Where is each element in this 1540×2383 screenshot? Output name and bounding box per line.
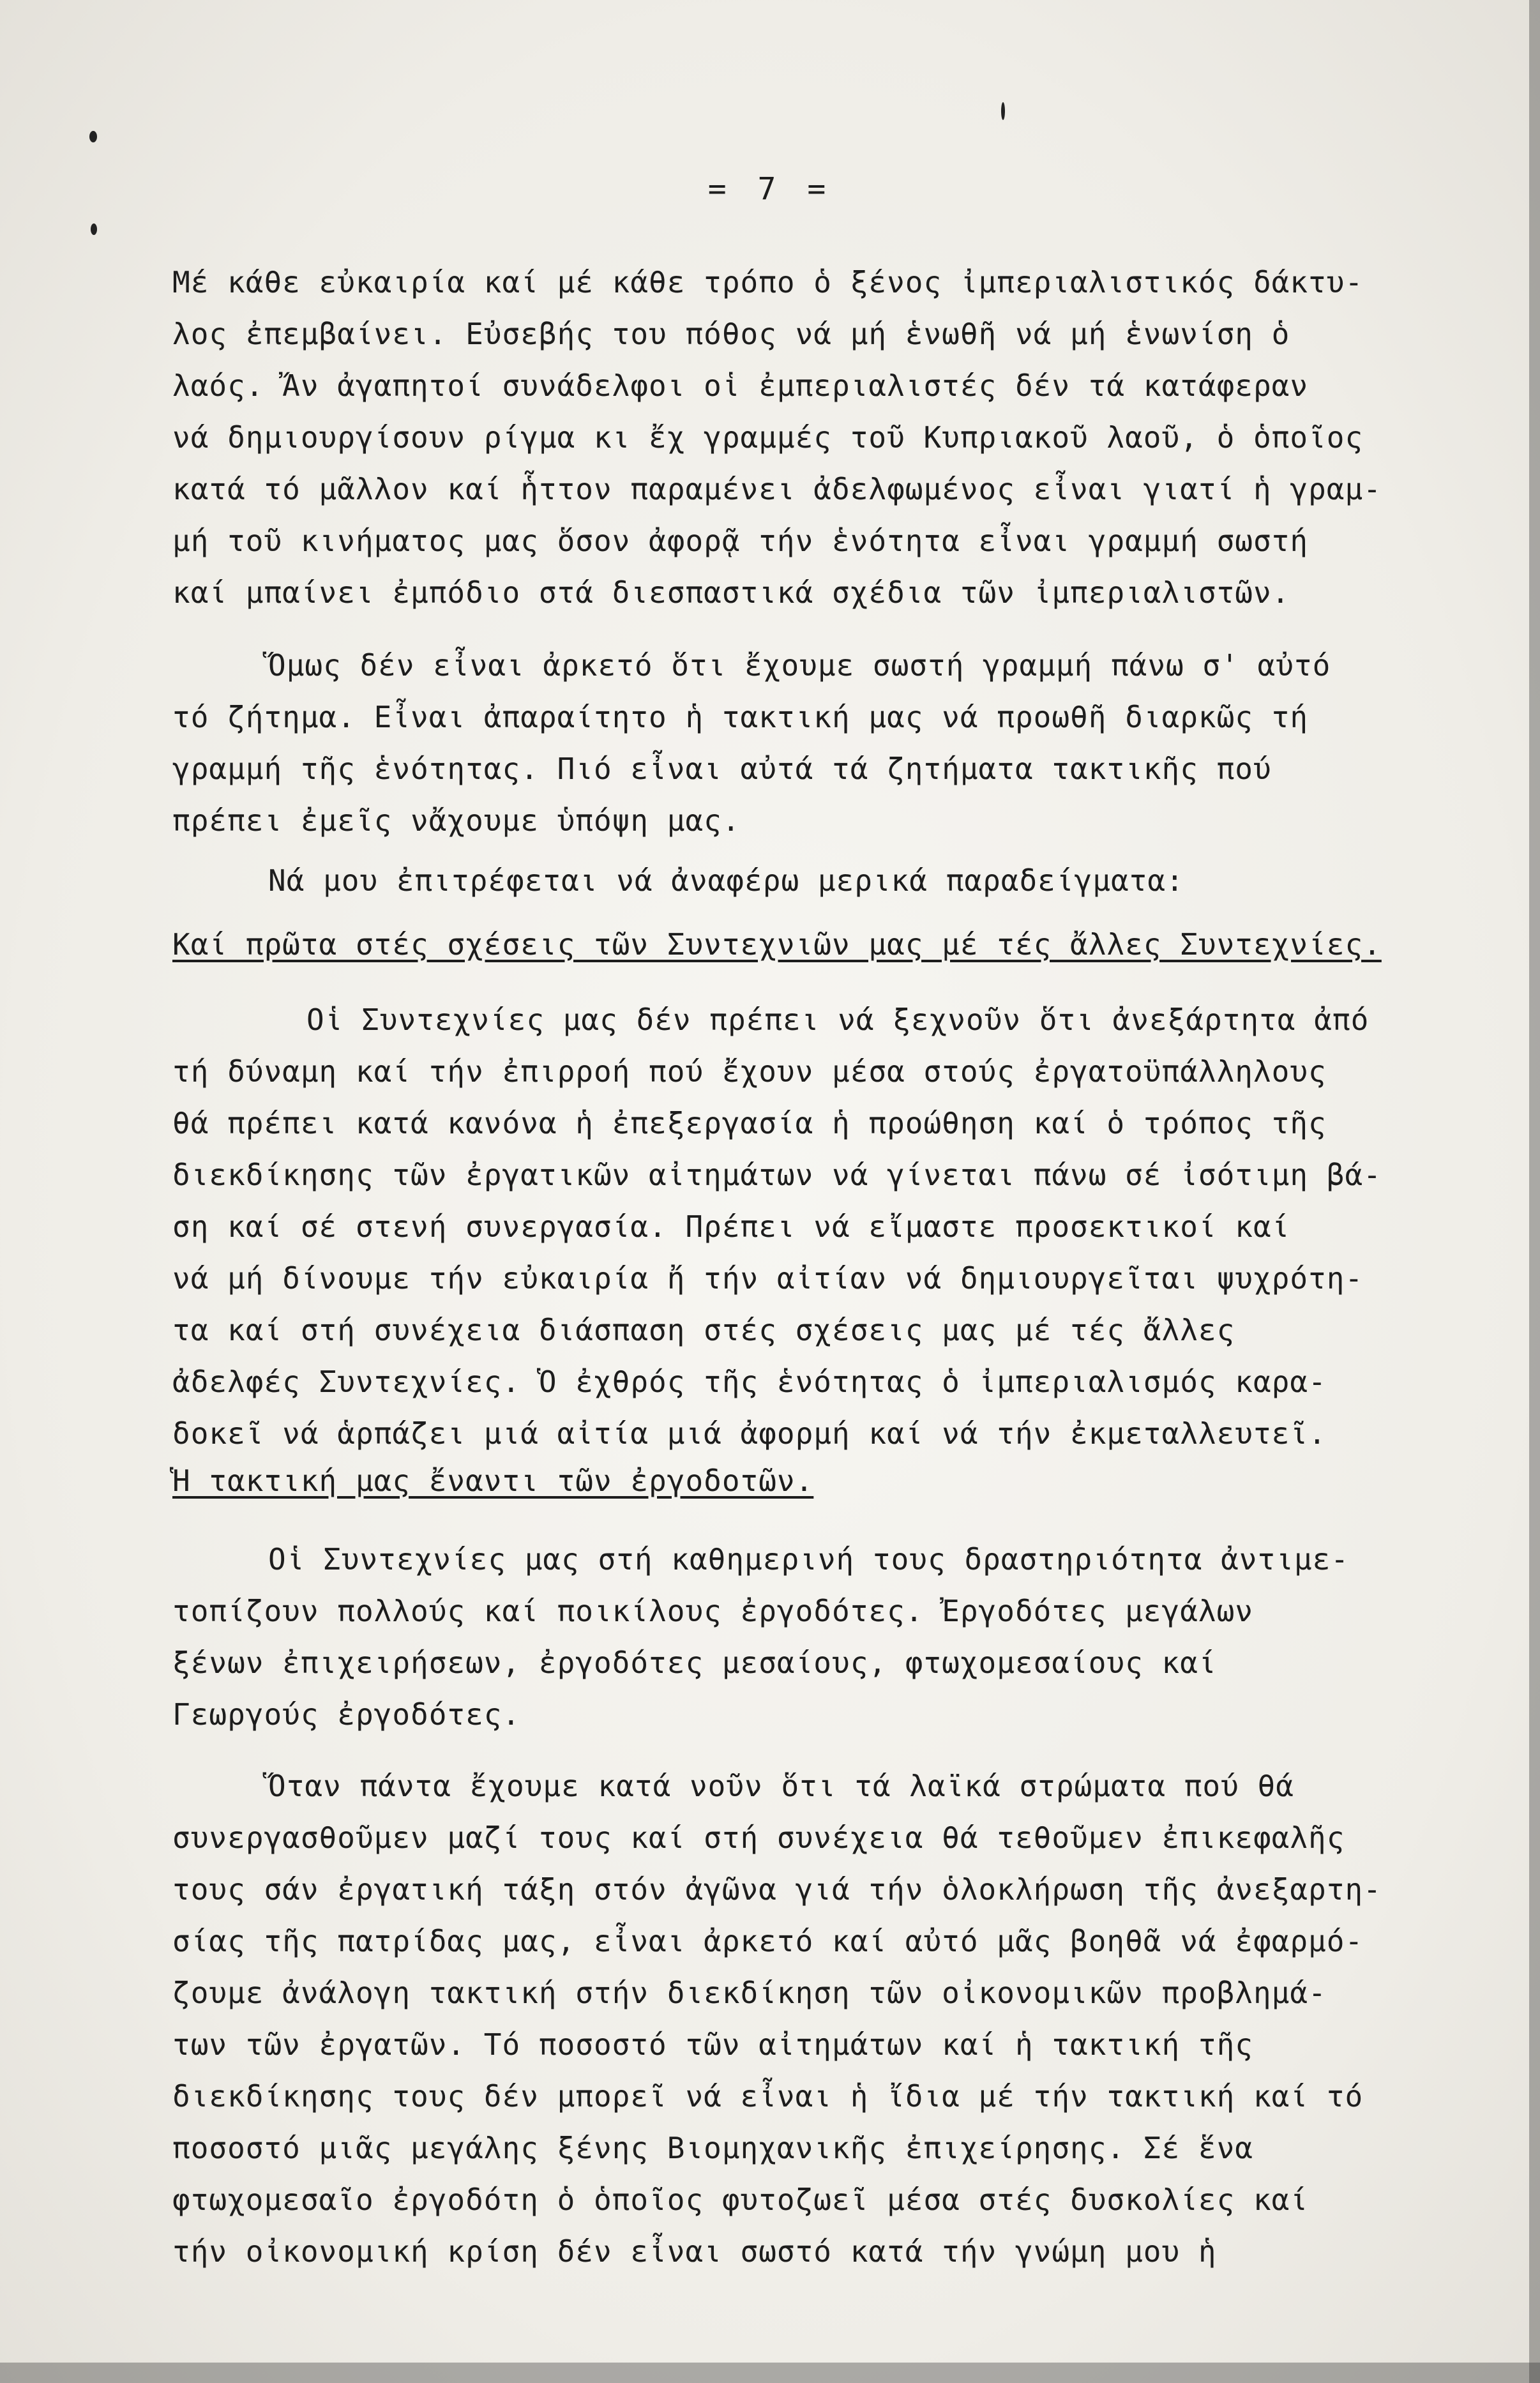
text-line: ξένων ἐπιχειρήσεων, ἐργοδότες μεσαίους, φτωχομεσαίους καί: [172, 1645, 1217, 1680]
text-line: ση καί σέ στενή συνεργασία. Πρέπει νά εἴμαστε προσεκτικοί καί: [172, 1209, 1290, 1244]
scan-speck: [1001, 102, 1005, 120]
text-line: νά μή δίνουμε τήν εὐκαιρία ἤ τήν αἰτίαν νά δημιουργεῖται ψυχρότη-: [172, 1261, 1364, 1296]
text-line: θά πρέπει κατά κανόνα ἡ ἐπεξεργασία ἡ προώθηση καί ὁ τρόπος τῆς: [172, 1106, 1327, 1140]
text-line: ποσοστό μιᾶς μεγάλης ξένης Βιομηχανικῆς ἐπιχείρησης. Σέ ἕνα: [172, 2131, 1253, 2165]
text-line: δοκεῖ νά ἁρπάζει μιά αἰτία μιά ἀφορμή καί νά τήν ἐκμεταλλευτεῖ.: [172, 1416, 1327, 1451]
text-line: Ὅταν πάντα ἔχουμε κατά νοῦν ὅτι τά λαϊκά στρώματα πού θά: [268, 1769, 1294, 1803]
text-line: λαός. Ἄν ἀγαπητοί συνάδελφοι οἱ ἐμπεριαλιστές δέν τά κατάφεραν: [172, 368, 1309, 403]
text-line: Νά μου ἐπιτρέφεται νά ἀναφέρω μερικά παραδείγματα:: [268, 863, 1184, 898]
text-line: Οἱ Συντεχνίες μας στή καθημερινή τους δραστηριότητα ἀντιμε-: [268, 1542, 1349, 1577]
text-line: Μέ κάθε εὐκαιρία καί μέ κάθε τρόπο ὁ ξένος ἰμπεριαλιστικός δάκτυ-: [172, 265, 1364, 299]
text-line: συνεργασθοῦμεν μαζί τους καί στή συνέχεια θά τεθοῦμεν ἐπικεφαλῆς: [172, 1820, 1345, 1855]
text-line: τους σάν ἐργατική τάξη στόν ἀγῶνα γιά τήν ὁλοκλήρωση τῆς ἀνεξαρτη-: [172, 1872, 1382, 1907]
text-line: φτωχομεσαῖο ἐργοδότη ὁ ὁποῖος φυτοζωεῖ μέσα στές δυσκολίες καί: [172, 2183, 1309, 2217]
text-line: Γεωργούς ἐργοδότες.: [172, 1697, 521, 1732]
text-line: Ὅμως δέν εἶναι ἀρκετό ὅτι ἔχουμε σωστή γραμμή πάνω σ' αὐτό: [268, 648, 1331, 683]
section-heading: Ἡ τακτική μας ἔναντι τῶν ἐργοδοτῶν.: [172, 1464, 814, 1498]
text-line: λος ἐπεμβαίνει. Εὐσεβής του πόθος νά μή ἑνωθῆ νά μή ἑνωνίση ὁ: [172, 317, 1290, 351]
text-line: σίας τῆς πατρίδας μας, εἶναι ἀρκετό καί αὐτό μᾶς βοηθᾶ νά ἐφαρμό-: [172, 1924, 1364, 1958]
section-heading: Καί πρῶτα στές σχέσεις τῶν Συντεχνιῶν μας μέ τές ἄλλες Συντεχνίες.: [172, 927, 1382, 962]
text-line: γραμμή τῆς ἑνότητας. Πιό εἶναι αὐτά τά ζητήματα τακτικῆς πού: [172, 752, 1272, 786]
text-line: ζουμε ἀνάλογη τακτική στήν διεκδίκηση τῶν οἰκονομικῶν προβλημά-: [172, 1976, 1327, 2010]
page-number: = 7 =: [707, 171, 833, 207]
text-line: Οἱ Συντεχνίες μας δέν πρέπει νά ξεχνοῦν ὅτι ἀνεξάρτητα ἀπό: [306, 1002, 1370, 1037]
scan-edge: [1529, 0, 1540, 2383]
text-line: κατά τό μᾶλλον καί ἧττον παραμένει ἀδελφωμένος εἶναι γιατί ἡ γραμ-: [172, 472, 1382, 506]
text-line: διεκδίκησης τους δέν μπορεῖ νά εἶναι ἡ ἴδια μέ τήν τακτική καί τό: [172, 2079, 1364, 2114]
scan-edge: [0, 2363, 1540, 2383]
text-line: μή τοῦ κινήματος μας ὅσον ἀφορᾷ τήν ἑνότητα εἶναι γραμμή σωστή: [172, 524, 1309, 558]
text-line: τοπίζουν πολλούς καί ποικίλους ἐργοδότες. Ἐργοδότες μεγάλων: [172, 1594, 1253, 1628]
text-line: ἀδελφές Συντεχνίες. Ὁ ἐχθρός τῆς ἑνότητας ὁ ἰμπεριαλισμός καρα-: [172, 1365, 1327, 1399]
scan-speck: [91, 223, 97, 235]
text-line: τα καί στή συνέχεια διάσπαση στές σχέσεις μας μέ τές ἄλλες: [172, 1313, 1235, 1347]
text-line: των τῶν ἐργατῶν. Τό ποσοστό τῶν αἰτημάτων καί ἡ τακτική τῆς: [172, 2027, 1253, 2062]
text-line: νά δημιουργίσουν ρίγμα κι ἔχ γραμμές τοῦ Κυπριακοῦ λαοῦ, ὁ ὁποῖος: [172, 420, 1364, 455]
text-line: πρέπει ἐμεῖς νἄχουμε ὑπόψη μας.: [172, 803, 741, 838]
text-line: τή δύναμη καί τήν ἐπιρροή πού ἔχουν μέσα στούς ἐργατοϋπάλληλους: [172, 1054, 1327, 1089]
text-line: τήν οἰκονομική κρίση δέν εἶναι σωστό κατά τήν γνώμη μου ἡ: [172, 2234, 1217, 2269]
text-line: καί μπαίνει ἐμπόδιο στά διεσπαστικά σχέδια τῶν ἰμπεριαλιστῶν.: [172, 575, 1290, 610]
scan-speck: [89, 131, 97, 142]
text-line: τό ζήτημα. Εἶναι ἀπαραίτητο ἡ τακτική μας νά προωθῆ διαρκῶς τή: [172, 700, 1309, 734]
text-line: διεκδίκησης τῶν ἐργατικῶν αἰτημάτων νά γίνεται πάνω σέ ἰσότιμη βά-: [172, 1158, 1382, 1192]
